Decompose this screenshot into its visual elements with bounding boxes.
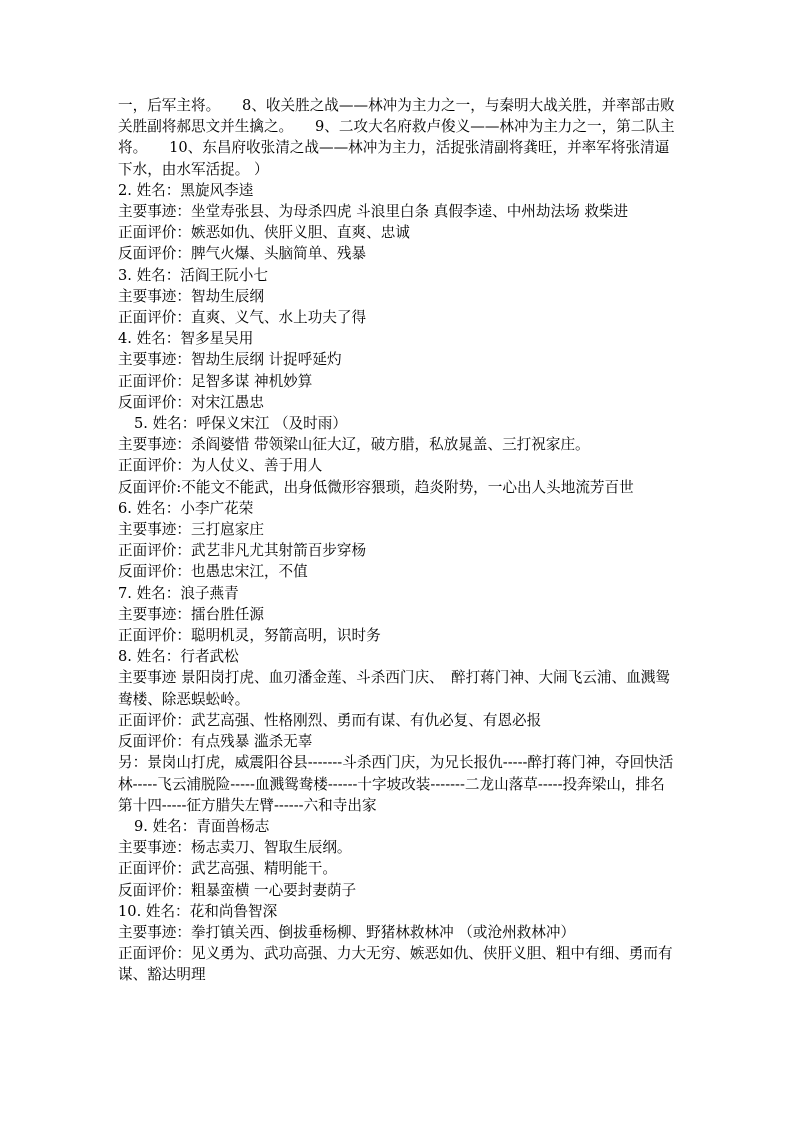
entry-4-name: 4. 姓名：智多星吴用 [118,330,254,348]
entry-6-deeds: 主要事迹：三打扈家庄 [118,521,264,539]
entry-8-deeds: 主要事迹 景阳岗打虎、血刃潘金莲、斗杀西门庆、 醉打蒋门神、大闹飞云浦、血溅鸳鸯楼、除恶蜈蚣岭。 [118,669,670,708]
entry-3-name: 3. 姓名：活阎王阮小七 [118,266,268,284]
entry-7-deeds: 主要事迹：擂台胜任源 [118,605,264,623]
entry-2-name: 2. 姓名：黑旋风李逵 [118,181,254,199]
entry-9-deeds: 主要事迹：杨志卖刀、智取生辰纲。 [118,839,352,857]
entry-3-positive: 正面评价：直爽、义气、水上功夫了得 [118,309,367,327]
entry-4-negative: 反面评价：对宋江愚忠 [118,393,264,411]
entry-5-positive: 正面评价：为人仗义、善于用人 [118,457,323,475]
entry-6-negative: 反面评价：也愚忠宋江，不值 [118,563,308,581]
entry-8-positive: 正面评价：武艺高强、性格刚烈、勇而有谋、有仇必复、有恩必报 [118,711,542,729]
entry-10-name: 10. 姓名：花和尚鲁智深 [118,902,278,920]
entry-6-positive: 正面评价：武艺非凡尤其射箭百步穿杨 [118,542,367,560]
entry-10-deeds: 主要事迹：拳打镇关西、倒拔垂杨柳、野猪林救林冲 （或沧州救林冲） [118,923,576,941]
entry-4-positive: 正面评价：足智多谋 神机妙算 [118,372,313,390]
entry-5-negative: 反面评价:不能文不能武，出身低微形容猥琐，趋炎附势，一心出人头地流芳百世 [118,478,634,496]
entry-5-deeds: 主要事迹：杀阎婆惜 带领梁山征大辽，破方腊，私放晁盖、三打祝家庄。 [118,436,590,454]
entry-9-positive: 正面评价：武艺高强、精明能干。 [118,860,337,878]
document-body [118,95,678,986]
entry-9-name: 9. 姓名：青面兽杨志 [134,817,270,835]
entry-6-name: 6. 姓名：小李广花荣 [118,499,254,517]
entry-7-name: 7. 姓名：浪子燕青 [118,584,239,602]
intro-paragraph: 一，后军主将。 8、收关胜之战——林冲为主力之一，与秦明大战关胜，并率部击败关胜副将郝思文并生擒之。 9、二攻大名府救卢俊义——林冲为主力之一，第二队主将。 10、东昌府收张清之战——林冲为主力，活捉张清副将龚旺，并率军将张清逼下水，由水军活捉。 ） [118,97,675,178]
entry-8-extra: 另：景岗山打虎，威震阳谷县-------斗杀西门庆，为兄长报仇-----醉打蒋门神，夺回快活林-----飞云浦脱险-----血溅鸳鸯楼------十字坡改装-------二龙山落草-----投奔梁山，排名第十四-----征方腊失左臂------六和寺出家 [118,754,674,814]
entry-8-negative: 反面评价：有点残暴 滥杀无辜 [118,733,313,751]
entry-7-positive: 正面评价：聪明机灵，努箭高明，识时务 [118,627,381,645]
entry-2-deeds: 主要事迹：坐堂寿张县、为母杀四虎 斗浪里白条 真假李逵、中州劫法场 救柴进 [118,203,629,221]
entry-4-deeds: 主要事迹：智劫生辰纲 计捉呼延灼 [118,351,342,369]
entry-2-negative: 反面评价：脾气火爆、头脑简单、残暴 [118,245,367,263]
entry-2-positive: 正面评价：嫉恶如仇、侠肝义胆、直爽、忠诚 [118,224,410,242]
entry-8-name: 8. 姓名：行者武松 [118,648,239,666]
entry-9-negative: 反面评价：粗暴蛮横 一心要封妻荫子 [118,881,357,899]
entry-3-deeds: 主要事迹：智劫生辰纲 [118,287,264,305]
entry-5-name: 5. 姓名：呼保义宋江 （及时雨） [134,415,347,433]
entry-10-positive: 正面评价：见义勇为、武功高强、力大无穷、嫉恶如仇、侠肝义胆、粗中有细、勇而有谋、豁达明理 [118,945,673,984]
